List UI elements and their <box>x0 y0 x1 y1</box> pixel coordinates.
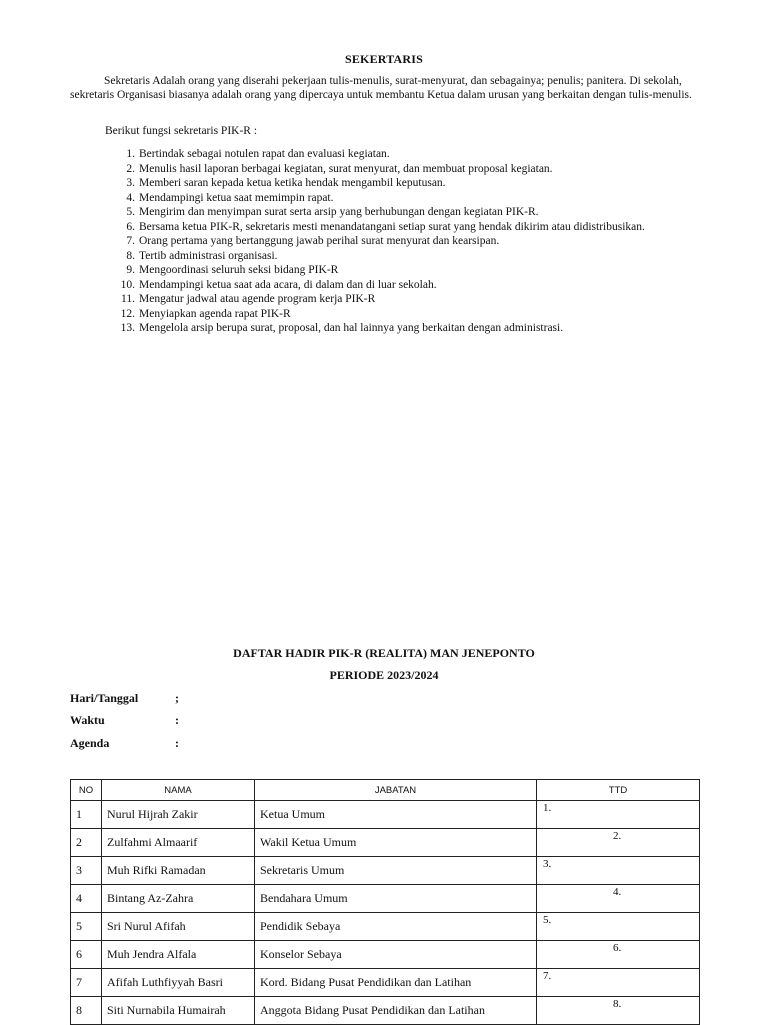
meta-colon: : <box>175 713 179 727</box>
cell-nama: Zulfahmi Almaarif <box>102 829 255 857</box>
meta-label: Hari/Tanggal <box>70 691 139 705</box>
cell-signature <box>537 941 700 969</box>
signature-number: 2. <box>613 830 622 842</box>
cell-signature <box>537 829 700 857</box>
list-item <box>104 191 704 206</box>
list-text: Mengoordinasi seluruh seksi bidang PIK-R <box>139 264 339 276</box>
table-row <box>71 997 700 1025</box>
list-item <box>104 321 704 336</box>
signature-number: 4. <box>613 886 622 898</box>
list-number: 8. <box>126 249 135 262</box>
cell-no: 5 <box>71 913 102 941</box>
meta-field-date <box>70 691 179 706</box>
cell-jabatan: Ketua Umum <box>255 801 537 829</box>
cell-signature <box>537 913 700 941</box>
cell-no: 2 <box>71 829 102 857</box>
list-item <box>104 205 704 220</box>
list-text: Mendampingi ketua saat ada acara, di dalam dan di luar sekolah. <box>139 278 437 291</box>
meta-field-agenda <box>70 736 179 751</box>
list-text: Mengelola arsip berupa surat, proposal, dan hal lainnya yang berkaitan dengan administrasi. <box>139 322 564 334</box>
cell-no: 7 <box>71 969 102 997</box>
list-number: 5. <box>126 206 135 218</box>
signature-number: 8. <box>613 998 622 1010</box>
list-item <box>104 263 704 278</box>
list-number: 2. <box>126 162 135 175</box>
list-number: 10. <box>120 278 135 291</box>
cell-jabatan: Bendahara Umum <box>255 885 537 913</box>
functions-list <box>104 147 704 336</box>
list-item <box>104 249 704 264</box>
list-text: Tertib administrasi organisasi. <box>139 249 278 262</box>
list-text: Menyiapkan agenda rapat PIK-R <box>139 307 291 320</box>
table-row <box>71 829 700 857</box>
list-item <box>104 162 704 177</box>
cell-signature <box>537 997 700 1025</box>
list-text: Menulis hasil laporan berbagai kegiatan, surat menyurat, dan membuat proposal kegiatan. <box>139 162 553 175</box>
table-row <box>71 885 700 913</box>
list-number: 11. <box>121 293 135 305</box>
attendance-title: DAFTAR HADIR PIK-R (REALITA) MAN JENEPONTO <box>233 646 535 660</box>
list-item <box>104 234 704 249</box>
list-text: Bertindak sebagai notulen rapat dan evaluasi kegiatan. <box>139 148 390 160</box>
cell-signature <box>537 857 700 885</box>
cell-no: 1 <box>71 801 102 829</box>
signature-number: 3. <box>543 858 552 870</box>
list-text: Mengatur jadwal atau agende program kerja PIK-R <box>139 293 376 305</box>
meta-field-time <box>70 713 179 728</box>
cell-jabatan: Pendidik Sebaya <box>255 913 537 941</box>
cell-no: 3 <box>71 857 102 885</box>
table-header-row <box>71 780 700 801</box>
table-row <box>71 913 700 941</box>
cell-no: 4 <box>71 885 102 913</box>
signature-number: 1. <box>543 802 552 814</box>
cell-jabatan: Konselor Sebaya <box>255 941 537 969</box>
cell-jabatan: Anggota Bidang Pusat Pendidikan dan Latihan <box>255 997 537 1025</box>
table-row <box>71 941 700 969</box>
list-number: 3. <box>126 177 135 189</box>
list-number: 1. <box>126 148 135 160</box>
signature-number: 6. <box>613 942 622 954</box>
meta-colon: : <box>175 736 179 750</box>
cell-jabatan: Wakil Ketua Umum <box>255 829 537 857</box>
list-number: 6. <box>126 220 135 233</box>
cell-nama: Muh Jendra Alfala <box>102 941 255 969</box>
list-number: 4. <box>126 191 135 204</box>
cell-signature <box>537 801 700 829</box>
table-row <box>71 969 700 997</box>
header-no: NO <box>71 780 102 801</box>
table-row <box>71 801 700 829</box>
cell-no: 6 <box>71 941 102 969</box>
cell-nama: Sri Nurul Afifah <box>102 913 255 941</box>
attendance-table <box>70 779 700 1025</box>
list-text: Mendampingi ketua saat memimpin rapat. <box>139 191 334 204</box>
list-text: Bersama ketua PIK-R, sekretaris mesti menandatangani setiap surat yang hendak dikirim atau didistribusikan. <box>139 220 645 233</box>
cell-nama: Nurul Hijrah Zakir <box>102 801 255 829</box>
attendance-period: PERIODE 2023/2024 <box>329 668 439 682</box>
cell-no: 8 <box>71 997 102 1025</box>
meta-label: Waktu <box>70 713 105 727</box>
list-item <box>104 176 704 191</box>
list-text: Orang pertama yang bertanggung jawab perihal surat menyurat dan kearsipan. <box>139 235 500 247</box>
cell-signature <box>537 885 700 913</box>
list-item <box>104 307 704 322</box>
header-ttd: TTD <box>537 780 700 801</box>
list-item <box>104 220 704 235</box>
functions-intro: Berikut fungsi sekretaris PIK-R : <box>105 125 258 137</box>
list-number: 7. <box>126 235 135 247</box>
list-item <box>104 147 704 162</box>
cell-nama: Siti Nurnabila Humairah <box>102 997 255 1025</box>
section-title: SEKERTARIS <box>344 52 424 66</box>
cell-nama: Muh Rifki Ramadan <box>102 857 255 885</box>
list-item <box>104 278 704 293</box>
cell-jabatan: Kord. Bidang Pusat Pendidikan dan Latihan <box>255 969 537 997</box>
list-number: 9. <box>126 264 135 276</box>
cell-nama: Afifah Luthfiyyah Basri <box>102 969 255 997</box>
list-number: 13. <box>120 322 135 334</box>
cell-signature <box>537 969 700 997</box>
list-number: 12. <box>120 307 135 320</box>
header-jabatan: JABATAN <box>255 780 537 801</box>
list-item <box>104 292 704 307</box>
meta-label: Agenda <box>70 736 110 750</box>
cell-jabatan: Sekretaris Umum <box>255 857 537 885</box>
definition-paragraph: Sekretaris Adalah orang yang diserahi pekerjaan tulis-menulis, surat-menyurat, dan sebagainya; penulis; panitera. Di sekolah, sekretaris Organisasi biasanya adalah orang yang dipercaya untuk membantu Ketua dalam urusan yang berkaitan dengan tulis-menulis. <box>70 75 692 102</box>
list-text: Mengirim dan menyimpan surat serta arsip yang berhubungan dengan kegiatan PIK-R. <box>139 206 539 218</box>
header-nama: NAMA <box>102 780 255 801</box>
list-text: Memberi saran kepada ketua ketika hendak mengambil keputusan. <box>139 177 446 189</box>
signature-number: 7. <box>543 970 552 982</box>
meta-colon: ; <box>175 691 179 705</box>
signature-number: 5. <box>543 914 552 926</box>
cell-nama: Bintang Az-Zahra <box>102 885 255 913</box>
table-row <box>71 857 700 885</box>
